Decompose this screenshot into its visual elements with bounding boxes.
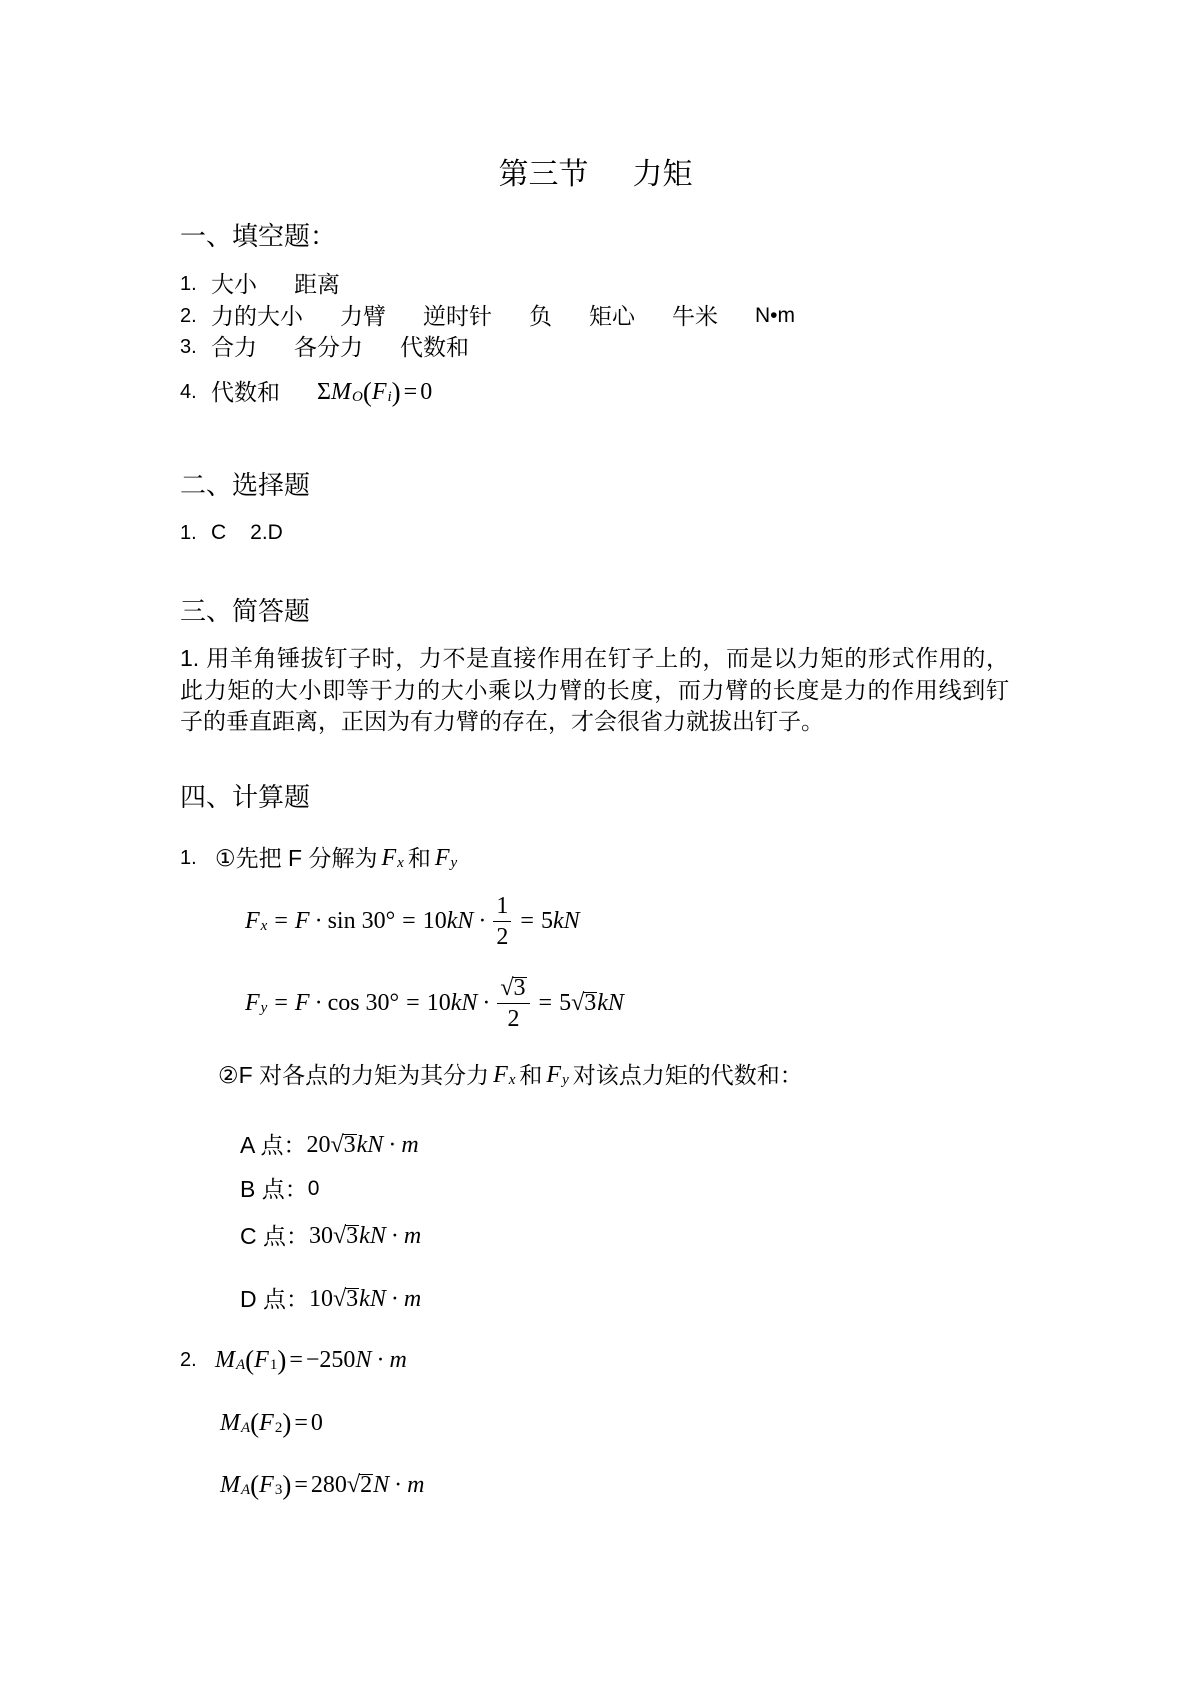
radical-sign: √ bbox=[333, 1286, 347, 1312]
calc-step-1 bbox=[180, 841, 457, 875]
conjunction: 和 bbox=[407, 845, 431, 871]
moment-point-a bbox=[240, 1128, 419, 1162]
question-number: 3. bbox=[180, 336, 197, 358]
force-symbol: F bbox=[546, 1062, 562, 1088]
point-label: C 点： bbox=[240, 1223, 309, 1249]
section-heading-fill-in: 一、填空题： bbox=[180, 222, 337, 252]
unit: m bbox=[389, 1347, 407, 1373]
fill-answer-row-4 bbox=[180, 375, 432, 409]
moment-f1-row bbox=[180, 1343, 407, 1377]
fraction-denominator: 2 bbox=[496, 923, 509, 950]
equation-fy bbox=[245, 971, 624, 1035]
page-title bbox=[0, 155, 1191, 195]
unit: kN bbox=[359, 1223, 386, 1249]
equals-sign: = bbox=[402, 908, 416, 934]
fraction bbox=[493, 891, 511, 952]
moment-subscript: A bbox=[241, 1420, 251, 1436]
choice-answer-2: 2.D bbox=[250, 521, 283, 544]
unit: kN bbox=[552, 908, 580, 934]
radical-sign: √ bbox=[500, 974, 514, 1001]
right-paren: ) bbox=[277, 1345, 287, 1375]
force-symbol: F bbox=[259, 1472, 274, 1498]
radical-sign: √ bbox=[571, 990, 585, 1016]
force-symbol: F bbox=[254, 1347, 269, 1373]
force-symbol: F bbox=[245, 908, 260, 934]
moment-equation bbox=[220, 1406, 323, 1440]
question-number: 2. bbox=[180, 1349, 197, 1371]
unit: kN bbox=[359, 1286, 386, 1312]
force-symbol: F bbox=[381, 845, 397, 871]
section-heading-choice: 二、选择题 bbox=[180, 471, 311, 501]
question-number: 2. bbox=[180, 305, 197, 327]
equals-sign: = bbox=[294, 1410, 308, 1436]
equals-sign: = bbox=[294, 1472, 308, 1498]
radical-sign: √ bbox=[333, 1223, 347, 1249]
section-heading-calculation: 四、计算题 bbox=[180, 783, 311, 813]
coefficient: 10 bbox=[309, 1286, 333, 1312]
fraction bbox=[497, 973, 529, 1034]
unit: kN bbox=[597, 990, 624, 1016]
section-heading-short-answer: 三、简答题 bbox=[180, 597, 311, 627]
answer-text: 矩心 bbox=[589, 303, 635, 329]
moment-value bbox=[309, 1282, 421, 1316]
fill-answer-row-2 bbox=[180, 299, 795, 333]
fill-answer-row-3 bbox=[180, 330, 506, 364]
moment-equation bbox=[215, 1343, 407, 1377]
conjunction: 和 bbox=[519, 1062, 543, 1088]
moment-symbol: M bbox=[220, 1472, 240, 1498]
question-number: 4. bbox=[180, 381, 197, 403]
moment-symbol: M bbox=[220, 1410, 240, 1436]
moment-symbol: M bbox=[215, 1347, 235, 1373]
unit: m bbox=[403, 1286, 422, 1312]
point-label: D 点： bbox=[240, 1286, 309, 1312]
coefficient: 20 bbox=[306, 1132, 331, 1158]
radical-sign: √ bbox=[346, 1472, 361, 1498]
moment-subscript: A bbox=[241, 1482, 251, 1498]
equals-sign: = bbox=[289, 1347, 303, 1373]
right-paren: ) bbox=[282, 1470, 292, 1500]
answer-text: 牛米 bbox=[672, 303, 718, 329]
moment-point-d bbox=[240, 1282, 421, 1316]
answer-text: 逆时针 bbox=[423, 303, 492, 329]
coefficient: 10 bbox=[426, 990, 451, 1016]
trig-term: sin 30° bbox=[327, 908, 396, 934]
circled-number-2: ② bbox=[218, 1062, 239, 1088]
answer-text: 力的大小 bbox=[211, 303, 303, 329]
radicand: 3 bbox=[513, 974, 526, 1001]
point-label: B 点： bbox=[240, 1176, 308, 1202]
radical-sign: √ bbox=[330, 1132, 344, 1158]
force-subscript: i bbox=[387, 389, 392, 405]
unit: m bbox=[403, 1223, 422, 1249]
radicand: 2 bbox=[360, 1472, 373, 1498]
multiply-dot: · bbox=[314, 908, 323, 934]
multiply-dot: · bbox=[388, 1132, 397, 1158]
step-text: 先把 F 分解为 bbox=[235, 845, 378, 871]
multiply-dot: · bbox=[390, 1286, 399, 1312]
left-paren: ( bbox=[250, 1408, 260, 1438]
square-root bbox=[333, 1219, 359, 1253]
equals-sign: = bbox=[274, 908, 288, 934]
force-symbol: F bbox=[294, 990, 310, 1016]
unit: kN bbox=[446, 908, 474, 934]
title-section-number: 第三节 bbox=[498, 157, 589, 192]
radicand: 3 bbox=[346, 1223, 359, 1249]
force-subscript: x bbox=[260, 918, 268, 934]
moment-subscript: A bbox=[236, 1357, 246, 1373]
left-paren: ( bbox=[250, 1470, 260, 1500]
force-symbol: F bbox=[259, 1410, 274, 1436]
unit: m bbox=[407, 1472, 425, 1498]
force-subscript: y bbox=[450, 855, 458, 871]
moment-value bbox=[306, 1128, 418, 1162]
rhs-value: 0 bbox=[420, 379, 433, 405]
moment-equation bbox=[220, 1468, 424, 1502]
choice-answer-row bbox=[180, 516, 283, 550]
sigma-symbol: Σ bbox=[317, 379, 331, 405]
force-subscript: x bbox=[397, 855, 404, 871]
step-text: F 对各点的力矩为其分力 bbox=[238, 1062, 490, 1088]
title-topic: 力矩 bbox=[632, 157, 693, 192]
square-root bbox=[347, 1468, 373, 1502]
multiply-dot: · bbox=[390, 1223, 399, 1249]
paragraph-line: 1. 用羊角锤拔钉子时，力不是直接作用在钉子上的，而是以力矩的形式作用的， bbox=[180, 645, 1009, 671]
left-paren: ( bbox=[245, 1345, 255, 1375]
force-subscript: x bbox=[508, 1072, 516, 1088]
multiply-dot: · bbox=[394, 1472, 403, 1498]
radicand: 3 bbox=[343, 1132, 356, 1158]
coefficient: 5 bbox=[540, 908, 553, 934]
answer-text: 代数和 bbox=[211, 379, 280, 405]
force-symbol: F bbox=[434, 845, 450, 871]
equals-sign: = bbox=[403, 379, 418, 405]
left-paren: ( bbox=[362, 377, 372, 407]
question-number: 1. bbox=[180, 847, 197, 869]
unit: N bbox=[355, 1347, 372, 1373]
trig-term: cos 30° bbox=[327, 990, 400, 1016]
radicand: 3 bbox=[584, 990, 597, 1016]
right-paren: ) bbox=[282, 1408, 292, 1438]
answer-text: 代数和 bbox=[400, 334, 469, 360]
choice-answer-1: C bbox=[211, 521, 227, 544]
force-symbol: F bbox=[371, 379, 387, 405]
moment-value: 280 bbox=[310, 1472, 347, 1498]
question-number: 1. bbox=[180, 273, 197, 295]
moment-f2-row bbox=[220, 1406, 323, 1440]
step-text: 对该点力矩的代数和： bbox=[572, 1062, 803, 1088]
moment-point-b bbox=[240, 1172, 319, 1206]
multiply-dot: · bbox=[314, 990, 323, 1016]
unit: kN bbox=[356, 1132, 384, 1158]
square-root bbox=[571, 986, 597, 1020]
multiply-dot: · bbox=[478, 908, 487, 934]
fraction-numerator: 1 bbox=[493, 891, 511, 922]
unit: m bbox=[401, 1132, 419, 1158]
coefficient: 30 bbox=[309, 1223, 333, 1249]
answer-text: 各分力 bbox=[294, 334, 363, 360]
answer-text: 合力 bbox=[211, 334, 257, 360]
paragraph-line: 此力矩的大小即等于力的大小乘以力臂的长度，而力臂的长度是力的作用线到钉 bbox=[180, 677, 1009, 703]
fraction-denominator: 2 bbox=[507, 1005, 520, 1032]
force-subscript: 1 bbox=[269, 1357, 278, 1373]
fill-answer-row-1 bbox=[180, 267, 377, 301]
moment-symbol: M bbox=[330, 379, 351, 405]
equals-sign: = bbox=[538, 990, 553, 1016]
force-subscript: 2 bbox=[274, 1420, 283, 1436]
circled-number-1: ① bbox=[215, 845, 236, 871]
force-symbol: F bbox=[493, 1062, 508, 1088]
unit: N bbox=[373, 1472, 390, 1498]
calc-step-2 bbox=[218, 1058, 803, 1092]
paragraph-line: 子的垂直距离，正因为有力臂的存在，才会很省力就拔出钉子。 bbox=[180, 708, 824, 734]
moment-subscript: O bbox=[351, 389, 363, 405]
multiply-dot: · bbox=[482, 990, 491, 1016]
radicand: 3 bbox=[346, 1286, 359, 1312]
answer-text: 力臂 bbox=[340, 303, 386, 329]
right-paren: ) bbox=[391, 377, 401, 407]
moment-sum-formula bbox=[317, 375, 432, 409]
force-subscript: y bbox=[562, 1072, 569, 1088]
equation-fx bbox=[245, 889, 580, 953]
coefficient: 10 bbox=[422, 908, 447, 934]
unit-symbol: N•m bbox=[755, 304, 796, 327]
multiply-dot: · bbox=[376, 1347, 385, 1373]
square-root bbox=[333, 1282, 359, 1316]
point-label: A 点： bbox=[240, 1132, 307, 1158]
answer-text: 距离 bbox=[294, 271, 340, 297]
fraction-numerator bbox=[497, 973, 529, 1004]
moment-value bbox=[309, 1219, 421, 1253]
square-root bbox=[500, 973, 526, 1003]
unit: kN bbox=[450, 990, 478, 1016]
moment-value: −250 bbox=[305, 1347, 356, 1373]
force-symbol: F bbox=[245, 990, 260, 1016]
moment-value: 0 bbox=[307, 1177, 320, 1200]
force-subscript: 3 bbox=[274, 1482, 283, 1498]
moment-f3-row bbox=[220, 1468, 424, 1502]
answer-text: 负 bbox=[529, 303, 552, 329]
moment-value: 0 bbox=[310, 1410, 323, 1436]
force-symbol: F bbox=[294, 908, 310, 934]
force-subscript: y bbox=[260, 1000, 268, 1016]
equals-sign: = bbox=[520, 908, 534, 934]
moment-point-c bbox=[240, 1219, 421, 1253]
equals-sign: = bbox=[274, 990, 288, 1016]
equals-sign: = bbox=[406, 990, 420, 1016]
answer-text: 大小 bbox=[211, 271, 257, 297]
question-number: 1. bbox=[180, 522, 197, 544]
square-root bbox=[330, 1128, 356, 1162]
coefficient: 5 bbox=[559, 990, 572, 1016]
